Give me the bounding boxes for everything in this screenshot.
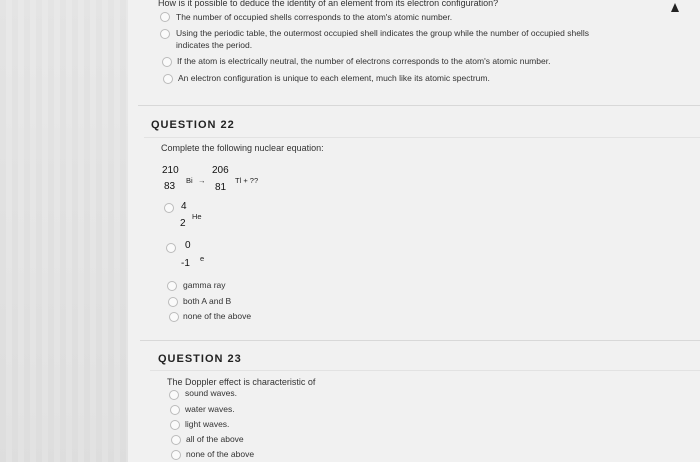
q23-option-4: all of the above <box>186 434 244 444</box>
q22-radio-a[interactable] <box>164 203 174 213</box>
opt-a-symbol: He <box>192 212 202 221</box>
q23-option-5: none of the above <box>186 449 255 459</box>
q23-radio-3[interactable] <box>170 420 180 430</box>
left-margin <box>0 0 128 462</box>
q22-radio-b[interactable] <box>166 243 176 253</box>
q22-title-separator <box>144 137 700 138</box>
q21-option-2: Using the periodic table, the outermost occupied shell indicates the group while the number of occupied shells <box>176 28 589 38</box>
opt-b-mass: 0 <box>185 240 191 251</box>
q23-option-1: sound waves. <box>185 388 237 398</box>
eq-atomic2: 81 <box>215 182 227 193</box>
q23-radio-1[interactable] <box>169 390 179 400</box>
opt-b-symbol: e <box>200 254 205 263</box>
q22-radio-c[interactable] <box>167 281 177 291</box>
q22-prompt: Complete the following nuclear equation: <box>161 143 324 153</box>
opt-a-mass: 4 <box>181 201 187 212</box>
q22-radio-e[interactable] <box>169 312 179 322</box>
eq-mass1: 210 <box>162 165 179 176</box>
q23-title-separator <box>150 370 700 371</box>
q21-radio-3[interactable] <box>162 57 172 67</box>
q23-option-3: light waves. <box>185 419 230 429</box>
q21-option-1: The number of occupied shells corresponds to the atom's atomic number. <box>176 12 453 22</box>
q21-radio-1[interactable] <box>160 12 170 22</box>
opt-a-atomic: 2 <box>180 218 186 229</box>
q23-radio-5[interactable] <box>171 450 181 460</box>
eq-mass2: 206 <box>212 165 229 176</box>
eq-arrow: → <box>198 176 206 185</box>
q21-option-4: An electron configuration is unique to each element, much like its atomic spectrum. <box>178 73 490 83</box>
q23-option-2: water waves. <box>185 404 235 414</box>
q21-radio-4[interactable] <box>163 74 173 84</box>
eq-atomic1: 83 <box>164 181 176 192</box>
q22-option-c: gamma ray <box>183 280 226 290</box>
opt-b-atomic: -1 <box>181 258 190 269</box>
eq-symbol2: Tl + ?? <box>235 176 259 185</box>
q23-radio-4[interactable] <box>171 435 181 445</box>
q23-radio-2[interactable] <box>170 405 180 415</box>
q23-prompt: The Doppler effect is characteristic of <box>167 377 316 387</box>
q22-option-e: none of the above <box>183 311 252 321</box>
separator-2 <box>140 340 700 341</box>
q22-option-d: both A and B <box>183 296 232 306</box>
q21-question-text: How is it possible to deduce the identity of an element from its electron configuration? <box>158 0 499 8</box>
q22-radio-d[interactable] <box>168 297 178 307</box>
q23-title: QUESTION 23 <box>158 353 242 365</box>
q21-option-2-cont: indicates the period. <box>176 40 253 50</box>
q22-title: QUESTION 22 <box>151 119 235 131</box>
q21-radio-2[interactable] <box>160 29 170 39</box>
q21-option-3: If the atom is electrically neutral, the number of electrons corresponds to the atom's atomic number. <box>177 56 551 66</box>
separator <box>138 105 700 106</box>
mouse-cursor-icon <box>671 3 679 12</box>
eq-symbol1: Bi <box>186 176 193 185</box>
